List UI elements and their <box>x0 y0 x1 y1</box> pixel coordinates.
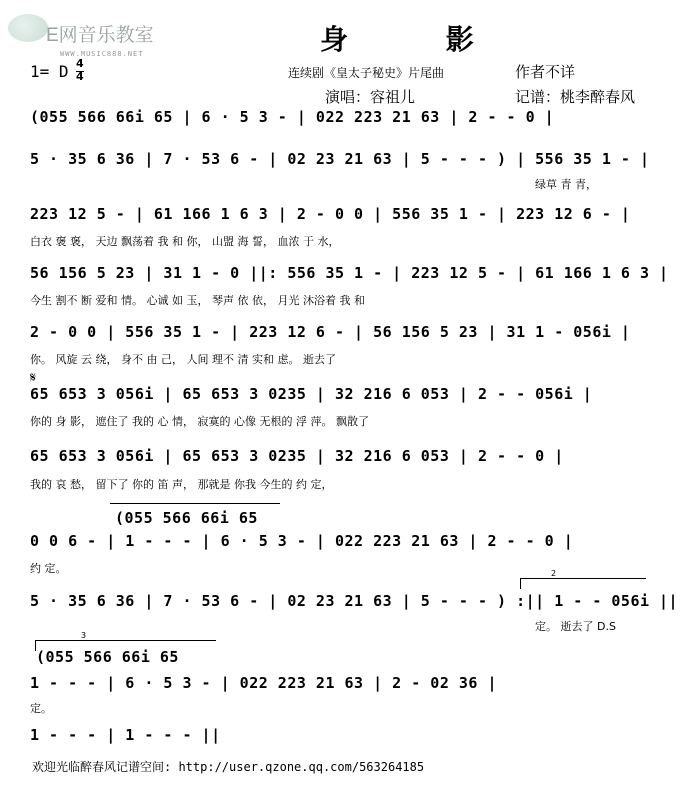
site-logo <box>6 14 166 64</box>
lyrics-line-10: 定。 <box>30 702 52 715</box>
lyrics-line-5: 你。 风旋 云 绕， 身不 由 己， 人间 理不 清 实和 虑。 逝去了 <box>30 353 336 366</box>
lyrics-line-7: 我的 哀 愁， 留下了 你的 笛 声， 那就是 你我 今生的 约 定， <box>30 478 333 491</box>
score-system-1: (055 566 66i 65 | 6 · 5 3 - | 022 223 21 63 | 2 - - 0 | <box>30 108 555 126</box>
key-signature: 1= D <box>30 62 69 81</box>
lyrics-line-8: 约 定。 <box>30 562 67 575</box>
volta-2 <box>520 569 646 589</box>
transcriber: 记谱：桃李醉春风 <box>515 88 636 106</box>
segno-sign: 𝄋 <box>30 370 37 386</box>
logo-text: E网音乐教室 <box>46 25 154 46</box>
score-system-7: 65 653 3 056i | 65 653 3 0235 | 32 216 6 053 | 2 - - 0 | <box>30 447 564 465</box>
score-system-9: 5 · 35 6 36 | 7 · 53 6 - | 02 23 21 63 | 5 - - - ) :|| 1 - - 056i || <box>30 592 679 610</box>
logo-url: WWW.MUSIC888.NET <box>60 50 144 58</box>
composer: 作者不详 <box>515 63 576 81</box>
footer-text: 欢迎光临醉春风记谱空间: http://user.qzone.qq.com/563264185 <box>32 760 425 774</box>
lyrics-line-6: 你的 身 影， 遮住了 我的 心 情， 寂寞的 心像 无根的 浮 萍。 飘散了 <box>30 415 369 428</box>
subtitle: 连续剧《皇太子秘史》片尾曲 <box>288 66 445 80</box>
score-system-3: 223 12 5 - | 61 166 1 6 3 | 2 - 0 0 | 556 35 1 - | 223 12 6 - | <box>30 205 631 223</box>
score-system-8: 0 0 6 - | 1 - - - | 6 · 5 3 - | 022 223 21 63 | 2 - - 0 | <box>30 532 574 550</box>
lyrics-line-4: 今生 割不 断 爱和 情。 心诚 如 玉， 琴声 依 依， 月光 沐浴着 我 和 <box>30 294 365 307</box>
score-system-10: 1 - - - | 6 · 5 3 - | 022 223 21 63 | 2 - 02 36 | <box>30 674 498 692</box>
lyrics-line-2: 绿草 青 青， <box>535 178 597 191</box>
score-system-4: 56 156 5 23 | 31 1 - 0 ||: 556 35 1 - | 223 12 5 - | 61 166 1 6 3 | <box>30 264 669 282</box>
repeat-intro-2: (055 566 66i 65 <box>36 648 179 666</box>
repeat-intro-1: (055 566 66i 65 <box>115 509 258 527</box>
song-title: 身 影 <box>320 23 518 56</box>
score-system-11: 1 - - - | 1 - - - || <box>30 726 221 744</box>
singer: 演唱：容祖儿 <box>325 88 416 106</box>
time-signature-bottom: 4 <box>76 70 84 83</box>
time-signature-top: 4 <box>76 57 84 70</box>
score-system-2: 5 · 35 6 36 | 7 · 53 6 - | 02 23 21 63 | 5 - - - ) | 556 35 1 - | <box>30 150 650 168</box>
lyrics-line-3: 白衣 褒 褒， 天边 飘荡着 我 和 你， 山盟 海 誓， 血浓 于 水， <box>30 235 340 248</box>
lyrics-line-9: 定。 逝去了 D.S <box>535 620 616 633</box>
volta-3-label: 3 <box>81 631 87 640</box>
volta-2-label: 2 <box>551 569 557 578</box>
time-signature <box>76 59 84 82</box>
score-system-5: 2 - 0 0 | 556 35 1 - | 223 12 6 - | 56 156 5 23 | 31 1 - 056i | <box>30 323 631 341</box>
score-system-6: 65 653 3 056i | 65 653 3 0235 | 32 216 6 053 | 2 - - 056i | <box>30 385 593 403</box>
logo-emblem-icon <box>8 14 48 42</box>
